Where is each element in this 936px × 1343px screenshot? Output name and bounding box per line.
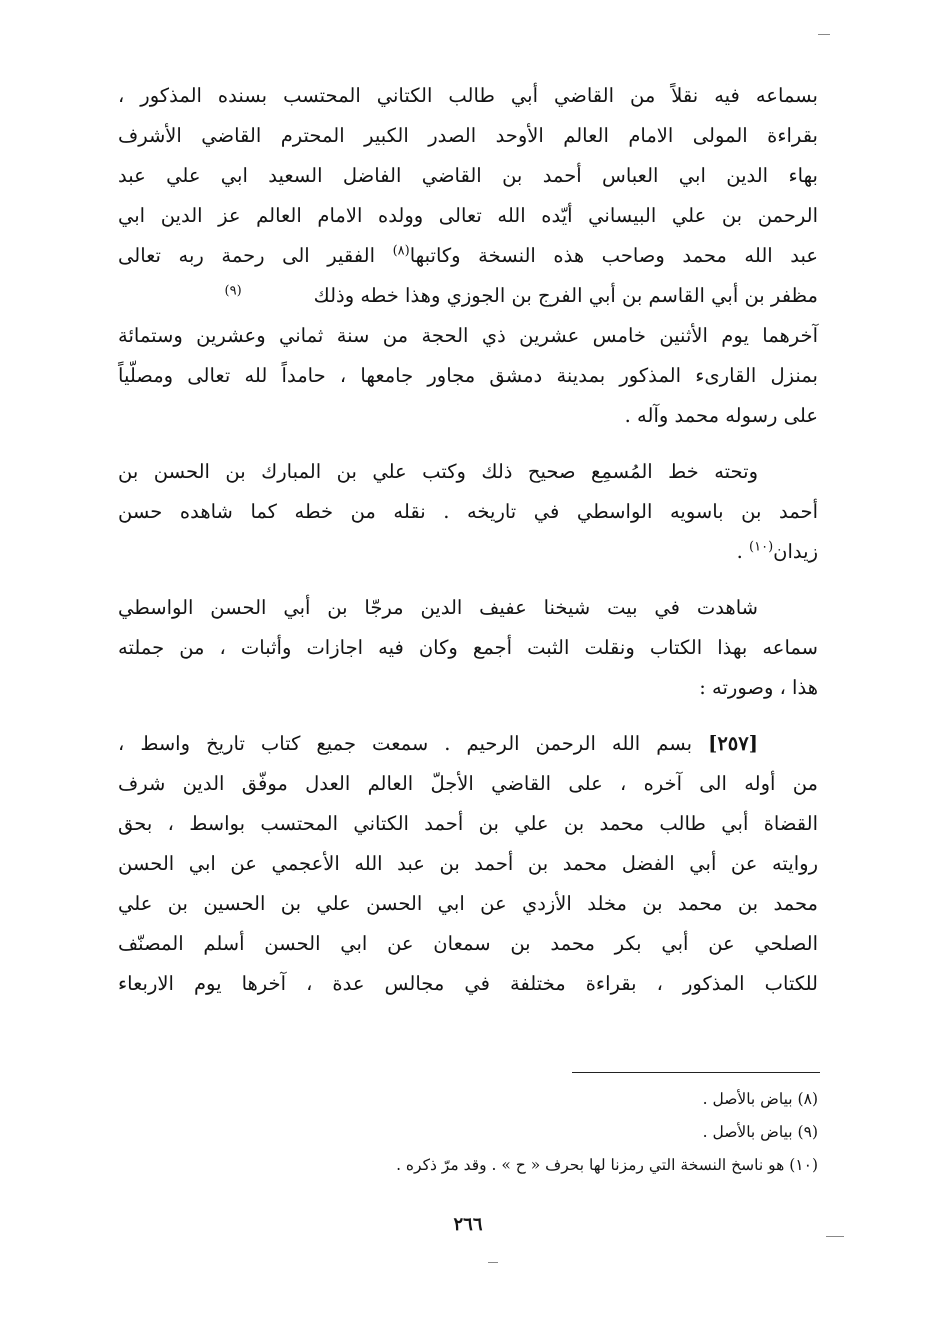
text-line: بسماعه فيه نقلاً من القاضي أبي طالب الكتاني المحتسب بسنده المذكور ، xyxy=(118,84,818,107)
footnote-10: (١٠) هو ناسخ النسخة التي رمزنا لها بحرف « ح » . وقد مرّ ذكره . xyxy=(396,1156,818,1174)
text-line: بمنزل القارىء المذكور بمدينة دمشق مجاور جامعها ، حامداً لله تعالى ومصلّياً xyxy=(118,364,818,387)
text-line: بقراءة المولى الامام العالم الأوحد الصدر الكبير المحترم القاضي الأشرف xyxy=(118,124,818,147)
text-line: سماعه بهذا الكتاب ونقلت الثبت أجمع وكان فيه اجازات وأثبات ، من جملته xyxy=(118,636,818,659)
footnote-ref-8: (٨) xyxy=(392,243,410,259)
text-line xyxy=(118,724,818,764)
text-segment: زيدان xyxy=(773,540,818,563)
paragraph-3 xyxy=(118,588,818,708)
text-line: هذا ، وصورته : xyxy=(699,676,818,699)
text-line: بهاء الدين ابي العباس أحمد بن القاضي الفاضل السعيد ابي علي عبد xyxy=(118,164,818,187)
text-line: روايته عن أبي الفضل محمد بن أحمد بن عبد الله الأعجمي عن ابي الحسن xyxy=(118,852,818,875)
scan-speck xyxy=(818,34,830,35)
footnote-8: (٨) بياض بالأصل . xyxy=(702,1090,818,1108)
text-line: على رسوله محمد وآله . xyxy=(624,404,818,427)
text-segment: مظفر بن أبي القاسم بن أبي الفرج بن الجوزي وهذا خطه وذلك xyxy=(313,284,818,307)
scan-speck xyxy=(826,1236,844,1237)
text-line xyxy=(118,276,818,316)
paragraph-2 xyxy=(118,452,818,572)
footnote-9: (٩) بياض بالأصل . xyxy=(702,1123,818,1141)
text-line: شاهدت في بيت شيخنا عفيف الدين مرجّا بن أبي الحسن الواسطي xyxy=(118,596,758,619)
footnote-separator xyxy=(572,1072,820,1073)
text-segment: الفقير الى رحمة ربه تعالى xyxy=(118,244,376,267)
text-line: وتحته خط المُسمِع صحيح ذلك وكتب علي بن المبارك بن الحسن بن xyxy=(118,460,758,483)
footnote-ref-10: (١٠) xyxy=(749,539,774,555)
text-segment: . xyxy=(736,540,750,563)
scan-speck xyxy=(488,1262,498,1263)
text-line: أحمد بن باسويه الواسطي في تاريخه . نقله من خطه كما شاهده حسن xyxy=(118,500,818,523)
text-line: الصلحي عن أبي بكر محمد بن سمعان عن ابي الحسن أسلم المصنّف xyxy=(118,932,818,955)
text-line xyxy=(118,236,818,276)
text-line: من أوله الى آخره ، على القاضي الأجلّ العالم العدل موفّق الدين شرف xyxy=(118,772,818,795)
text-segment: عبد الله محمد وصاحب هذه النسخة وكاتبها xyxy=(409,244,818,267)
page-number: ٢٦٦ xyxy=(453,1214,483,1235)
item-number: [٢٥٧] xyxy=(708,732,758,755)
text-segment: بسم الله الرحمن الرحيم . سمعت جميع كتاب تاريخ واسط ، xyxy=(118,732,693,755)
text-line: القضاة أبي طالب محمد بن علي بن أحمد الكتاني المحتسب بواسط ، بحق xyxy=(118,812,818,835)
text-line: محمد بن محمد بن مخلد الأزدي عن ابي الحسن علي بن الحسين بن علي xyxy=(118,892,818,915)
footnote-ref-9: (٩) xyxy=(224,283,242,299)
text-line: آخرهما يوم الأثنين خامس عشرين ذي الحجة من سنة ثماني وعشرين وستمائة xyxy=(118,324,818,347)
main-text xyxy=(118,76,818,1004)
text-line xyxy=(118,532,818,572)
paragraph-4 xyxy=(118,724,818,1004)
paragraph-1 xyxy=(118,76,818,436)
text-line: الرحمن بن علي البيساني أيّده الله تعالى وولده الامام العالم عز الدين ابي xyxy=(118,204,818,227)
text-line: للكتاب المذكور ، بقراءة مختلفة في مجالس عدة ، آخرها يوم الاربعاء xyxy=(118,972,818,995)
footnotes xyxy=(300,1083,818,1182)
